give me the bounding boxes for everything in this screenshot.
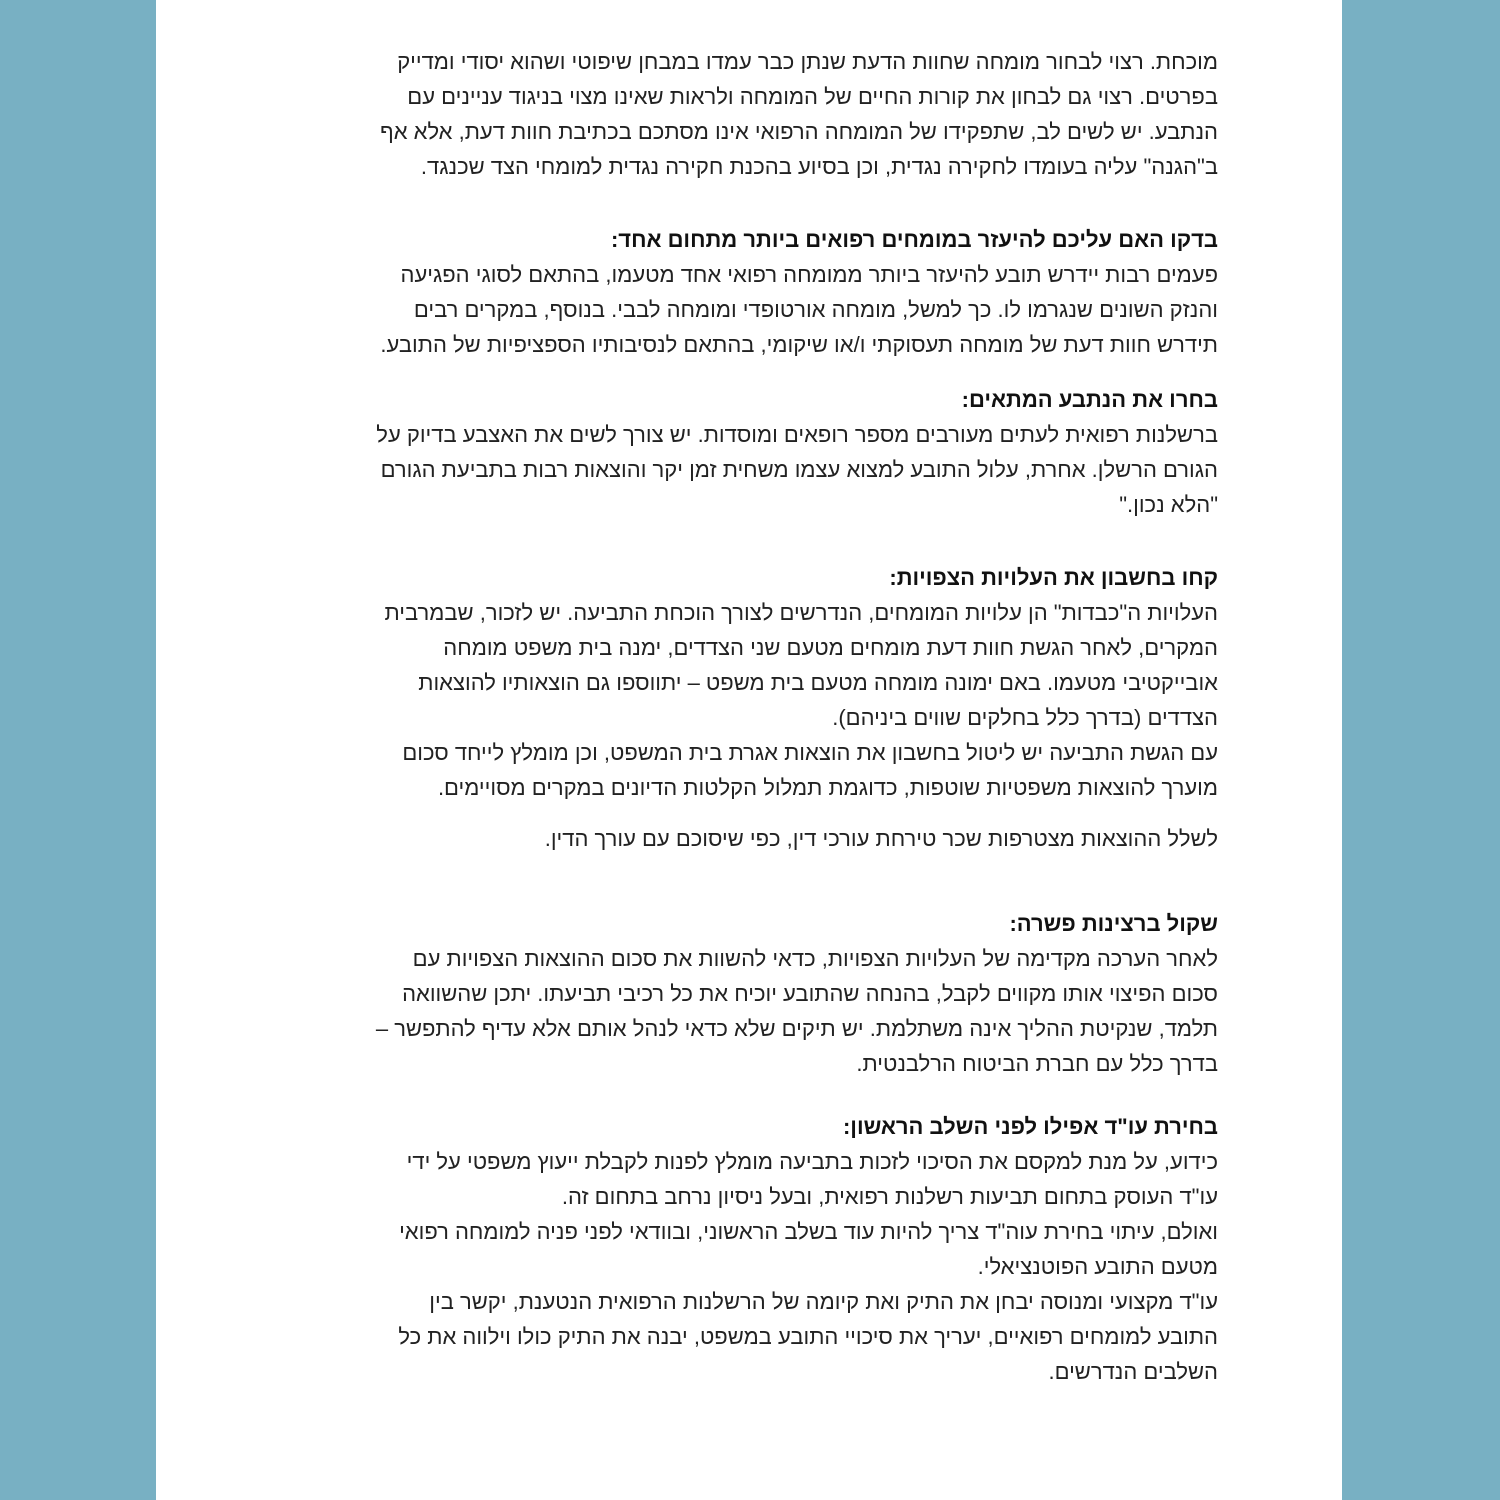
text-line: השלבים הנדרשים. [1048,1359,1218,1384]
text-line: הנתבע. יש לשים לב, שתפקידו של המומחה הרפואי אינו מסתכם בכתיבת חוות דעת, אלא אף [380,119,1218,144]
text-line: העלויות ה"כבדות" הן עלויות המומחים, הנדרשים לצורך הוכחת התביעה. יש לזכור, שבמרבית [384,600,1218,625]
text-line: "הלא נכון." [1119,492,1218,517]
text-line: הגורם הרשלן. אחרת, עלול התובע למצוא עצמו משחית זמן יקר והוצאות רבות בתביעת הגורם [380,457,1218,482]
text-line: אובייקטיבי מטעמו. באם ימונה מומחה מטעם בית משפט – יתווספו גם הוצאותיו להוצאות [418,670,1218,695]
section-settlement [276,906,1218,1081]
section-heading: קחו בחשבון את העלויות הצפויות: [889,565,1218,590]
section-heading: בחרו את הנתבע המתאים: [961,387,1218,412]
text-line: לשלל ההוצאות מצטרפות שכר טירחת עורכי דין, כפי שיסוכם עם עורך הדין. [544,826,1218,851]
text-line: עם הגשת התביעה יש ליטול בחשבון את הוצאות אגרת בית המשפט, וכן מומלץ לייחד סכום [402,740,1218,765]
section-heading: שקול ברצינות פשרה: [1009,911,1218,936]
text-line: ואולם, עיתוי בחירת עוה"ד צריך להיות עוד בשלב הראשוני, ובוודאי לפני פניה למומחה רפואי [399,1219,1218,1244]
text-line: מטעם התובע הפוטנציאלי. [977,1254,1218,1279]
text-line: מוכחת. רצוי לבחור מומחה שחוות הדעת שנתן כבר עמדו במבחן שיפוטי ושהוא יסודי ומדייק [397,49,1218,74]
section-heading: בחירת עו"ד אפילו לפני השלב הראשון: [842,1114,1218,1139]
section-costs [276,560,1218,856]
text-line: עו"ד מקצועי ומנוסה יבחן את התיק ואת קיומה של הרשלנות הרפואית הנטענת, יקשר בין [429,1289,1218,1314]
document-content [276,44,1218,1389]
intro-paragraph [276,44,1218,184]
text-line: סכום הפיצוי אותו מקווים לקבל, בהנחה שהתובע יוכיח את כל רכיבי תביעתו. יתכן שהשוואה [402,981,1218,1006]
text-line: המקרים, לאחר הגשת חוות דעת מומחים מטעם שני הצדדים, ימנה בית משפט מומחה [443,635,1218,660]
text-line: ב"הגנה" עליה בעומדו לחקירה נגדית, וכן בסיוע בהכנת חקירה נגדית למומחי הצד שכנגד. [420,154,1218,179]
text-line: כידוע, על מנת למקסם את הסיכוי לזכות בתביעה מומלץ לפנות לקבלת ייעוץ משפטי על ידי [406,1149,1218,1174]
text-line: בדרך כלל עם חברת הביטוח הרלבנטית. [856,1051,1218,1076]
text-line: תלמד, שנקיטת ההליך אינה משתלמת. יש תיקים שלא כדאי לנהל אותם אלא עדיף להתפשר – [375,1016,1218,1041]
text-line: התובע למומחים רפואיים, יעריך את סיכויי התובע במשפט, יבנה את התיק כולו וילווה את כל [398,1324,1218,1349]
document-page [156,0,1342,1500]
text-line: מוערך להוצאות משפטיות שוטפות, כדוגמת תמלול הקלטות הדיונים במקרים מסויימים. [437,775,1218,800]
section-lawyer [276,1109,1218,1389]
text-line: עו"ד העוסק בתחום תביעות רשלנות רפואית, ובעל ניסיון נרחב בתחום זה. [561,1184,1218,1209]
text-line: לאחר הערכה מקדימה של העלויות הצפויות, כדאי להשוות את סכום ההוצאות הצפויות עם [412,946,1218,971]
section-heading: בדקו האם עליכם להיעזר במומחים רפואים ביותר מתחום אחד: [610,227,1218,252]
text-line: ברשלנות רפואית לעתים מעורבים מספר רופאים ומוסדות. יש צורך לשים את האצבע בדיוק על [376,422,1218,447]
text-line: בפרטים. רצוי גם לבחון את קורות החיים של המומחה ולראות שאינו מצוי בניגוד עניינים עם [407,84,1218,109]
text-line: תידרש חוות דעת של מומחה תעסוקתי ו/או שיקומי, בהתאם לנסיבותיו הספציפיות של התובע. [380,332,1218,357]
section-defendant [276,382,1218,522]
text-line: הצדדים (בדרך כלל בחלקים שווים ביניהם). [832,705,1218,730]
text-line: והנזק השונים שנגרמו לו. כך למשל, מומחה אורטופדי ומומחה לבבי. בנוסף, במקרים רבים [413,297,1218,322]
section-multiple-experts [276,222,1218,362]
text-line: פעמים רבות יידרש תובע להיעזר ביותר ממומחה רפואי אחד מטעמו, בהתאם לסוגי הפגיעה [400,262,1218,287]
